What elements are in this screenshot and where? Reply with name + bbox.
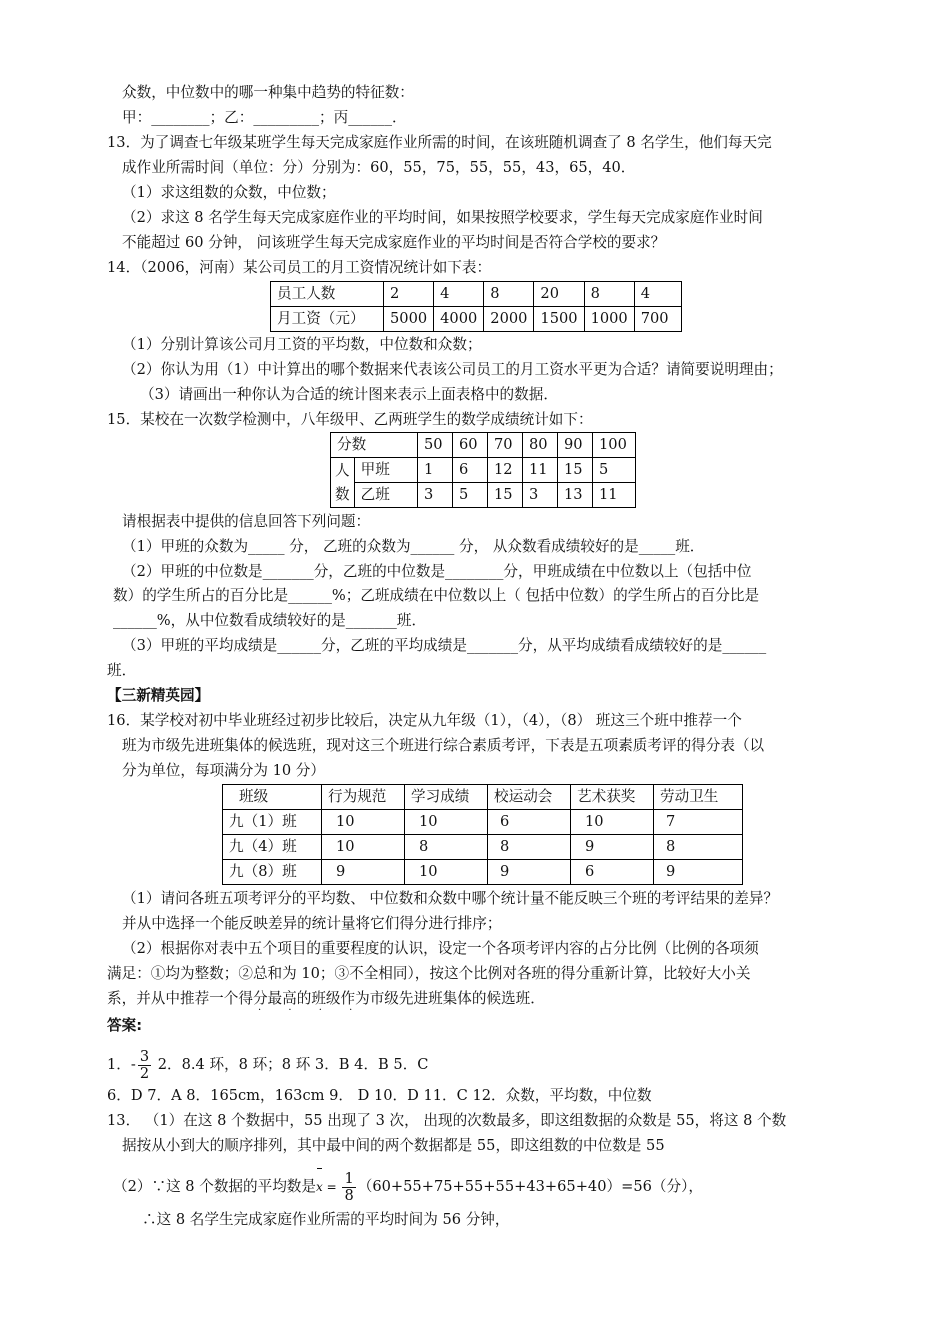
answer-13: 13． （1）在这 8 个数据中，55 出现了 3 次， 出现的次数最多，即这组数据的众数是 55，将这 8 个数 bbox=[107, 1112, 787, 1129]
x-bar-symbol: x bbox=[316, 1166, 323, 1204]
table-cell: 2 bbox=[384, 282, 434, 307]
fraction-numerator: 1 bbox=[344, 1169, 354, 1187]
table-cell: 2000 bbox=[484, 307, 534, 332]
table-cell: 7 bbox=[654, 810, 743, 835]
answer-line-1 bbox=[107, 1048, 428, 1082]
question-16: 16．某学校对初中毕业班经过初步比较后，决定从九年级（1），（4），（8） 班这三个班中推荐一个 bbox=[107, 712, 742, 729]
table-cell: 1000 bbox=[584, 307, 634, 332]
text-line: （1）求这组数的众数，中位数； bbox=[122, 184, 336, 201]
question-14: 14．（2006，河南）某公司员工的月工资情况统计如下表： bbox=[107, 259, 492, 276]
table-cell: 4 bbox=[634, 282, 681, 307]
text-line: 不能超过 60 分钟， 问该班学生每天完成家庭作业的平均时间是否符合学校的要求？ bbox=[122, 234, 666, 251]
table-cell: 12 bbox=[488, 458, 523, 483]
text-line: 班为市级先进班集体的候选班，现对这三个班进行综合素质考评，下表是五项素质考评的得分表（以 bbox=[122, 737, 765, 754]
table-row bbox=[271, 282, 682, 307]
table-cell: 5 bbox=[453, 483, 488, 508]
table-header-cell: 校运动会 bbox=[488, 785, 571, 810]
table-side-label: 人数 bbox=[331, 458, 355, 508]
answer-text: （2）∵这 8 个数据的平均数是 bbox=[113, 1178, 316, 1195]
table-cell: 九（4）班 bbox=[223, 835, 322, 860]
table-cell: 4 bbox=[434, 282, 484, 307]
table-row bbox=[331, 483, 636, 508]
text-line: （2）甲班的中位数是_______分，乙班的中位数是________分，甲班成绩在中位数以上（包括中位 bbox=[122, 563, 752, 580]
table-cell: 月工资（元） bbox=[271, 307, 384, 332]
text-line: （1）分别计算该公司月工资的平均数，中位数和众数； bbox=[122, 336, 482, 353]
answer-line-mean bbox=[113, 1166, 703, 1204]
text-line: （1）甲班的众数为_____ 分， 乙班的众数为______ 分， 从众数看成绩较好的是_____班． bbox=[122, 538, 705, 555]
table-cell: 4000 bbox=[434, 307, 484, 332]
table-cell: 8 bbox=[584, 282, 634, 307]
table-row bbox=[271, 307, 682, 332]
question-13: 13．为了调查七年级某班学生每天完成家庭作业所需的时间，在该班随机调查了 8 名学生，他们每天完 bbox=[107, 134, 772, 151]
table-header-cell: 60 bbox=[453, 433, 488, 458]
table-cell: 15 bbox=[558, 458, 593, 483]
table-cell: 11 bbox=[523, 458, 558, 483]
answers-heading: 答案: bbox=[107, 1017, 143, 1034]
table-cell: 10 bbox=[322, 810, 405, 835]
fraction-denominator: 8 bbox=[344, 1186, 354, 1204]
table-header-cell: 班级 bbox=[223, 785, 322, 810]
table-header-cell: 100 bbox=[593, 433, 636, 458]
table-header-cell: 劳动卫生 bbox=[654, 785, 743, 810]
table-cell: 10 bbox=[322, 835, 405, 860]
text-line: 众数，中位数中的哪一种集中趋势的特征数： bbox=[122, 84, 414, 101]
table-row bbox=[223, 860, 743, 885]
question-15: 15．某校在一次数学检测中，八年级甲、乙两班学生的数学成绩统计如下： bbox=[107, 411, 593, 428]
table-cell: 8 bbox=[654, 835, 743, 860]
text-line: （1）请问各班五项考评分的平均数、 中位数和众数中哪个统计量不能反映三个班的考评结果的差异？ bbox=[122, 890, 779, 907]
table-header-cell: 50 bbox=[418, 433, 453, 458]
text-line: 班． bbox=[107, 662, 137, 679]
evaluation-table bbox=[222, 784, 743, 885]
text-line: （3）甲班的平均成绩是______分，乙班的平均成绩是_______分，从平均成绩看成绩较好的是______ bbox=[122, 637, 767, 654]
text-line: ∴这 8 名学生完成家庭作业所需的平均时间为 56 分钟， bbox=[142, 1211, 510, 1228]
table-cell: 1 bbox=[418, 458, 453, 483]
table-cell: 13 bbox=[558, 483, 593, 508]
table-row bbox=[223, 785, 743, 810]
table-row bbox=[223, 835, 743, 860]
text-line: （2）根据你对表中五个项目的重要程度的认识，设定一个各项考评内容的占分比例（比例的各项须 bbox=[122, 940, 759, 957]
answer-text: 2．8.4 环，8 环；8 环 3．B 4．B 5．C bbox=[153, 1056, 429, 1073]
table-cell: 10 bbox=[405, 860, 488, 885]
answer-text: 1．- bbox=[107, 1056, 136, 1073]
table-cell: 11 bbox=[593, 483, 636, 508]
text-line: 据按从小到大的顺序排列，其中最中间的两个数据都是 55，即这组数的中位数是 55 bbox=[122, 1137, 665, 1154]
table-cell: 5000 bbox=[384, 307, 434, 332]
table-cell: 10 bbox=[405, 810, 488, 835]
table-header-cell: 行为规范 bbox=[322, 785, 405, 810]
table-header-cell: 学习成绩 bbox=[405, 785, 488, 810]
text-line: 数）的学生所占的百分比是______%；乙班成绩在中位数以上（ 包括中位数）的学生所占的百分比是 bbox=[113, 587, 760, 604]
table-cell: 6 bbox=[488, 810, 571, 835]
salary-table bbox=[270, 281, 682, 332]
section-heading: 【三新精英园】 bbox=[107, 687, 210, 704]
fraction bbox=[138, 1049, 151, 1082]
table-cell: 6 bbox=[453, 458, 488, 483]
table-cell: 20 bbox=[534, 282, 584, 307]
table-row bbox=[331, 458, 636, 483]
table-header-cell: 70 bbox=[488, 433, 523, 458]
equals-sign: = bbox=[322, 1180, 341, 1194]
table-cell: 8 bbox=[488, 835, 571, 860]
table-cell: 10 bbox=[571, 810, 654, 835]
table-cell: 甲班 bbox=[354, 458, 417, 483]
table-cell: 乙班 bbox=[354, 483, 417, 508]
text-line: 并从中选择一个能反映差异的统计量将它们得分进行排序； bbox=[122, 915, 502, 932]
text-line: （3）请画出一种你认为合适的统计图来表示上面表格中的数据． bbox=[140, 386, 558, 403]
table-row bbox=[331, 433, 636, 458]
table-header-cell: 90 bbox=[558, 433, 593, 458]
table-cell: 9 bbox=[654, 860, 743, 885]
table-cell: 9 bbox=[488, 860, 571, 885]
fraction bbox=[342, 1171, 355, 1204]
table-row bbox=[223, 810, 743, 835]
table-cell: 九（1）班 bbox=[223, 810, 322, 835]
table-header-cell: 80 bbox=[523, 433, 558, 458]
table-cell: 9 bbox=[322, 860, 405, 885]
table-cell: 9 bbox=[571, 835, 654, 860]
text-line: 系，并从中推荐一个得分最高的班级作为市级先进班集体的候选班． bbox=[107, 990, 545, 1007]
table-cell: 700 bbox=[634, 307, 681, 332]
table-cell: 5 bbox=[593, 458, 636, 483]
table-cell: 九（8）班 bbox=[223, 860, 322, 885]
table-header-cell: 分数 bbox=[331, 433, 418, 458]
table-header-cell: 艺术获奖 bbox=[571, 785, 654, 810]
table-cell: 员工人数 bbox=[271, 282, 384, 307]
text-line: 甲：________；乙：_________；丙______． bbox=[122, 109, 407, 126]
text-line: 分为单位，每项满分为 10 分） bbox=[122, 762, 325, 779]
answer-text: （60+55+75+55+55+43+65+40）=56（分）， bbox=[357, 1178, 703, 1195]
score-table bbox=[330, 432, 636, 508]
text-line: 满足：①均为整数；②总和为 10；③不全相同），按这个比例对各班的得分重新计算，比较好大小关 bbox=[107, 965, 751, 982]
table-cell: 1500 bbox=[534, 307, 584, 332]
text-line: ______%，从中位数看成绩较好的是_______班． bbox=[113, 612, 427, 629]
table-cell: 8 bbox=[405, 835, 488, 860]
table-cell: 8 bbox=[484, 282, 534, 307]
text-line: 成作业所需时间（单位：分）分别为：60，55，75，55，55，43，65，40． bbox=[122, 159, 636, 176]
table-cell: 15 bbox=[488, 483, 523, 508]
text-line: 请根据表中提供的信息回答下列问题： bbox=[122, 513, 371, 530]
table-cell: 3 bbox=[523, 483, 558, 508]
text-line: （2）求这 8 名学生每天完成家庭作业的平均时间，如果按照学校要求，学生每天完成家庭作业时间 bbox=[122, 209, 763, 226]
fraction-numerator: 3 bbox=[139, 1047, 150, 1065]
emphasis-dots: · · · · bbox=[258, 1005, 365, 1016]
table-cell: 6 bbox=[571, 860, 654, 885]
answer-line-2: 6．D 7．A 8．165cm，163cm 9． D 10．D 11．C 12．众数，平均数，中位数 bbox=[107, 1087, 652, 1104]
table-cell: 3 bbox=[418, 483, 453, 508]
text-line: （2）你认为用（1）中计算出的哪个数据来代表该公司员工的月工资水平更为合适？请简要说明理由； bbox=[122, 361, 783, 378]
fraction-denominator: 2 bbox=[139, 1064, 150, 1082]
